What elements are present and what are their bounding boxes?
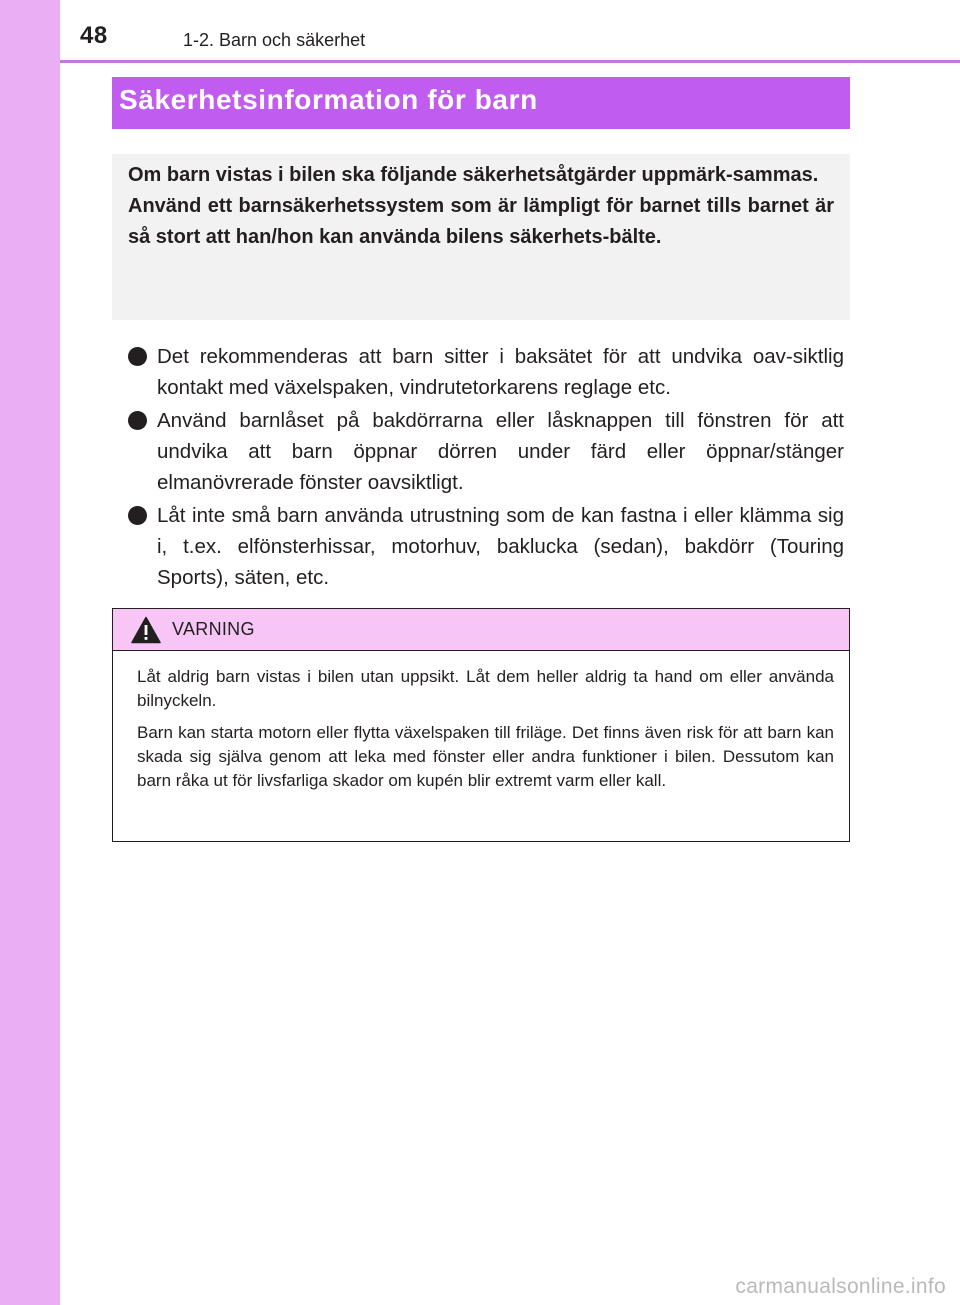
warning-triangle-icon	[131, 616, 161, 644]
page-number: 48	[80, 22, 108, 49]
header-divider	[60, 60, 960, 63]
intro-paragraph: Använd ett barnsäkerhetssystem som är lämpligt för barnet tills barnet är så stort att han/hon kan använda bilens säkerhets-bälte.	[128, 195, 834, 248]
intro-paragraph: Om barn vistas i bilen ska följande säkerhetsåtgärder uppmärk-sammas.	[128, 164, 819, 186]
warning-paragraph: Låt aldrig barn vistas i bilen utan uppsikt. Låt dem heller aldrig ta hand om eller använda bilnyckeln.	[137, 667, 834, 710]
list-item	[128, 500, 844, 593]
bullet-icon	[128, 506, 147, 525]
warning-header	[113, 609, 849, 651]
bullet-list	[128, 341, 844, 595]
bullet-icon	[128, 411, 147, 430]
side-color-strip	[0, 0, 60, 1305]
warning-box	[112, 608, 850, 842]
watermark: carmanualsonline.info	[735, 1275, 946, 1298]
page-title: Säkerhetsinformation för barn	[112, 77, 850, 129]
list-item	[128, 405, 844, 498]
list-item-text: Låt inte små barn använda utrustning som de kan fastna i eller klämma sig i, t.ex. elfönsterhissar, motorhuv, baklucka (sedan), bakdörr (Touring Sports), säten, etc.	[157, 504, 844, 589]
intro-box	[112, 154, 850, 320]
warning-label: VARNING	[172, 619, 255, 639]
list-item-text: Använd barnlåset på bakdörrarna eller låsknappen till fönstren för att undvika att barn öppnar dörren under färd eller öppnar/stänger elmanövrerade fönster oavsiktligt.	[157, 409, 844, 494]
list-item-text: Det rekommenderas att barn sitter i baksätet för att undvika oav-siktlig kontakt med växelspaken, vindrutetorkarens reglage etc.	[157, 345, 844, 399]
warning-paragraph: Barn kan starta motorn eller flytta växelspaken till friläge. Det finns även risk för att barn kan skada sig själva genom att leka med fönster eller andra funktioner i bilen. Dessutom kan barn råka ut för livsfarliga skador om kupén blir extremt varm eller kall.	[137, 723, 834, 790]
list-item	[128, 341, 844, 403]
warning-body	[113, 651, 849, 793]
bullet-icon	[128, 347, 147, 366]
section-breadcrumb: 1-2. Barn och säkerhet	[183, 30, 366, 50]
